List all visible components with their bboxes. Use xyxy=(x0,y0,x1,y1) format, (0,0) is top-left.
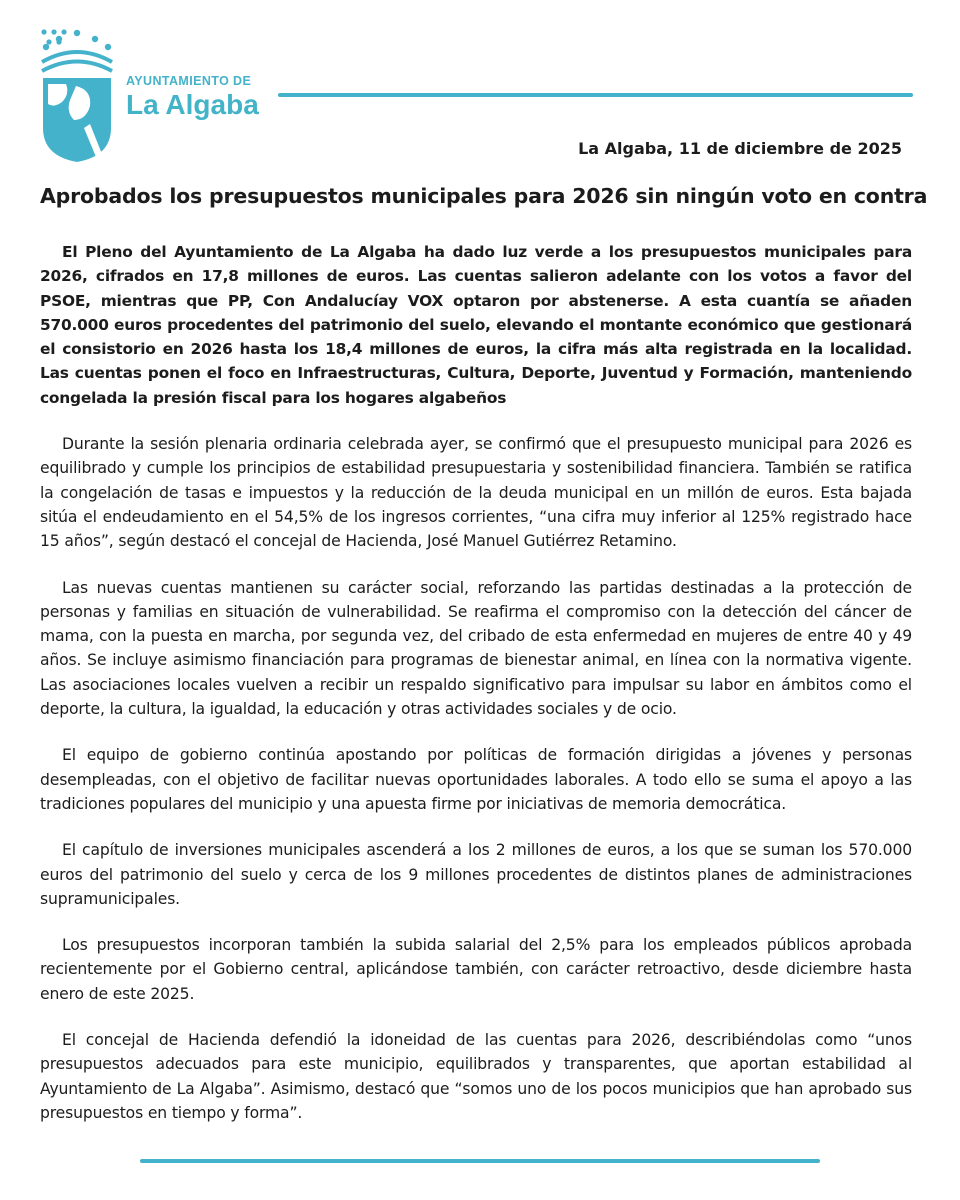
article-body xyxy=(40,240,912,1147)
press-release-date: La Algaba, 11 de diciembre de 2025 xyxy=(578,139,902,158)
page-title: Aprobados los presupuestos municipales para 2026 sin ningún voto en contra xyxy=(40,184,928,208)
body-paragraph: Los presupuestos incorporan también la subida salarial del 2,5% para los empleados públicos aprobada recientemente por el Gobierno central, aplicándose también, con carácter retroactivo, desde diciembre hasta enero de este 2025. xyxy=(40,936,912,1003)
coat-of-arms-icon xyxy=(40,28,130,168)
lead-paragraph: El Pleno del Ayuntamiento de La Algaba ha dado luz verde a los presupuestos municipales para 2026, cifrados en 17,8 millones de euros. Las cuentas salieron adelante con los votos a favor del PSOE, mientras que PP, Con Andalucíay VOX optaron por abstenerse. A esta cuantía se añaden 570.000 euros procedentes del patrimonio del suelo, elevando el montante económico que gestionará el consistorio en 2026 hasta los 18,4 millones de euros, la cifra más alta registrada en la localidad. Las cuentas ponen el foco en Infraestructuras, Cultura, Deporte, Juventud y Formación, manteniendo congelada la presión fiscal para los hogares algabeños xyxy=(40,243,912,407)
logo-title: La Algaba xyxy=(126,89,259,120)
municipal-logo xyxy=(40,28,259,168)
body-paragraph: El equipo de gobierno continúa apostando por políticas de formación dirigidas a jóvenes y personas desempleadas, con el objetivo de facilitar nuevas oportunidades laborales. A todo ello se suma el apoyo a las tradiciones populares del municipio y una apuesta firme por iniciativas de memoria democrática. xyxy=(40,746,912,813)
body-paragraph: Durante la sesión plenaria ordinaria celebrada ayer, se confirmó que el presupuesto municipal para 2026 es equilibrado y cumple los principios de estabilidad presupuestaria y sostenibilidad financiera. También se ratifica la congelación de tasas e impuestos y la reducción de la deuda municipal en un millón de euros. Esta bajada sitúa el endeudamiento en el 54,5% de los ingresos corrientes, “una cifra muy inferior al 125% registrado hace 15 años”, según destacó el concejal de Hacienda, José Manuel Gutiérrez Retamino. xyxy=(40,435,912,551)
header-divider xyxy=(278,93,913,97)
footer-divider xyxy=(140,1159,820,1163)
body-paragraph: Las nuevas cuentas mantienen su carácter social, reforzando las partidas destinadas a la protección de personas y familias en situación de vulnerabilidad. Se reafirma el compromiso con la detección del cáncer de mama, con la puesta en marcha, por segunda vez, del cribado de esta enfermedad en mujeres de entre 40 y 49 años. Se incluye asimismo financiación para programas de bienestar animal, en línea con la normativa vigente. Las asociaciones locales vuelven a recibir un respaldo significativo para impulsar su labor en ámbitos como el deporte, la cultura, la igualdad, la educación y otras actividades sociales y de ocio. xyxy=(40,578,912,719)
logo-subtitle: AYUNTAMIENTO DE xyxy=(126,74,252,88)
decorative-dots-icon xyxy=(40,28,70,48)
body-paragraph: El concejal de Hacienda defendió la idoneidad de las cuentas para 2026, describiéndolas como “unos presupuestos adecuados para este municipio, equilibrados y transparentes, que aportan estabilidad al Ayuntamiento de La Algaba”. Asimismo, destacó que “somos uno de los pocos municipios que han aprobado sus presupuestos en tiempo y forma”. xyxy=(40,1031,912,1122)
body-paragraph: El capítulo de inversiones municipales ascenderá a los 2 millones de euros, a los que se suman los 570.000 euros del patrimonio del suelo y cerca de los 9 millones procedentes de distintos planes de administraciones supramunicipales. xyxy=(40,841,912,908)
